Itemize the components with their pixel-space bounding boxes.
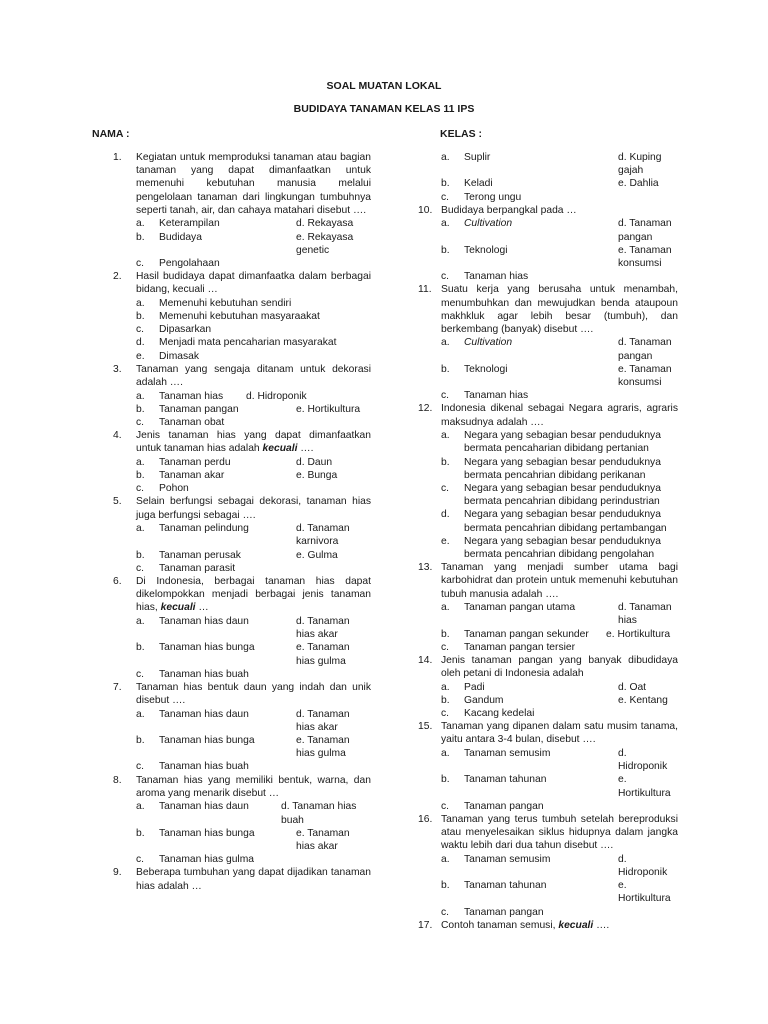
option-d: d. Hidroponik bbox=[618, 853, 668, 879]
option-c: Tanaman hias bbox=[464, 271, 529, 283]
option-e: e. Hortikultura bbox=[618, 774, 671, 799]
option-b: Keladi bbox=[464, 178, 493, 190]
option-d: d. Daun bbox=[296, 456, 333, 468]
question-6 bbox=[113, 575, 371, 615]
question-9 bbox=[113, 866, 371, 892]
question-number: 17. bbox=[418, 919, 433, 931]
question-4 bbox=[113, 429, 371, 455]
option-a: Tanaman pangan utama bbox=[464, 602, 576, 614]
nama-label: NAMA : bbox=[92, 128, 130, 140]
question-number: 11. bbox=[418, 284, 432, 296]
option-a: Keterampilan bbox=[159, 218, 220, 230]
option-row: b. Budidaya e. Rekayasa genetic bbox=[136, 231, 371, 257]
options-8: a. Tanaman hias daun d. Tanaman hias buah b. Tanaman hias bunga e. Tanaman hias akar c. Tanaman hias gulma bbox=[136, 800, 371, 866]
option-d: Negara yang sebagian besar penduduknya bermata pencahrian dibidang pertambangan bbox=[464, 509, 667, 534]
emphasis-kecuali: kecuali bbox=[160, 602, 196, 614]
option-b: Memenuhi kebutuhan masyaraakat bbox=[159, 311, 320, 323]
options-3: a. Tanaman hias d. Hidroponik b. Tanaman pangan e. Hortikultura c. Tanaman obat bbox=[136, 390, 371, 430]
option-a: Padi bbox=[464, 681, 485, 693]
emphasis-kecuali: kecuali bbox=[262, 443, 298, 455]
options-12: a. Negara yang sebagian besar penduduknya bermata pencaharian dibidang pertanian b. Negara yang sebagian besar penduduknya bermata pencahrian dibidang perikanan c. Negara yang sebagian besar penduduknya bermata pencahrian dibidang perindustrian d. Negara yang sebagian besar penduduknya bermata pencahrian dibidang pertambangan e. Negara yang sebagian besar penduduknya bermata pencahrian dibidang pengolahan bbox=[441, 429, 678, 561]
question-text: Selain berfungsi sebagai dekorasi, tanaman hias juga berfungsi sebagai …. bbox=[136, 496, 371, 521]
option-e: e. Rekayasa genetic bbox=[296, 231, 354, 256]
options-15: a. Tanaman semusim d. Hidroponik b. Tanaman tahunan e. Hortikultura c. Tanaman pangan bbox=[441, 747, 678, 813]
question-text: Di Indonesia, berbagai tanaman hias dapat dikelompokkan menjadi berbagai jenis tanaman hias, kecuali … bbox=[136, 575, 371, 614]
kelas-label: KELAS : bbox=[440, 128, 482, 140]
question-number: 14. bbox=[418, 654, 433, 666]
option-d: d. Tanaman hias akar bbox=[296, 615, 350, 641]
option-b: Tanaman perusak bbox=[159, 549, 241, 561]
question-12 bbox=[418, 402, 678, 428]
option-c: Negara yang sebagian besar penduduknya bermata pencahrian dibidang perindustrian bbox=[464, 482, 661, 508]
page-title: SOAL MUATAN LOKAL bbox=[326, 80, 442, 92]
question-number: 13. bbox=[418, 562, 433, 574]
option-a: Memenuhi kebutuhan sendiri bbox=[159, 297, 292, 309]
question-number: 10. bbox=[418, 204, 433, 216]
options-5: a. Tanaman pelindung d. Tanaman karnivora b. Tanaman perusak e. Gulma c. Tanaman parasit bbox=[136, 522, 371, 575]
option-e: e. Bunga bbox=[296, 470, 338, 482]
option-c: Tanaman hias buah bbox=[159, 668, 249, 680]
option-a: Tanaman hias daun bbox=[159, 708, 249, 720]
option-e: e. Tanaman hias gulma bbox=[296, 642, 350, 667]
question-10 bbox=[418, 204, 678, 217]
option-a: Tanaman hias daun bbox=[159, 615, 249, 627]
question-number: 8. bbox=[113, 774, 122, 786]
question-1 bbox=[113, 151, 371, 217]
emphasis-kecuali: kecuali bbox=[558, 919, 594, 931]
option-b: Tanaman hias bunga bbox=[159, 827, 255, 839]
options-9: a. Suplir d. Kuping gajah b. Keladi e. Dahlia c. Terong ungu bbox=[441, 151, 678, 204]
question-text: Jenis tanaman hias yang dapat dimanfaatkan untuk tanaman hias adalah kecuali …. bbox=[136, 430, 371, 455]
question-text: Kegiatan untuk memproduksi tanaman atau bagian tanaman yang dapat dimanfaatkan untuk memenuhi kebutuhan manusia melalui pengelolaan tanaman dari lingkungan tumbuhnya seperti tanah, air, dan cahaya matahari disebut …. bbox=[136, 152, 371, 216]
options-13: a. Tanaman pangan utama d. Tanaman hias b. Tanaman pangan sekunder e. Hortikultura c. Tanaman pangan tersier bbox=[441, 601, 678, 654]
option-c: Terong ungu bbox=[464, 191, 522, 203]
option-c: Tanaman hias buah bbox=[159, 761, 249, 773]
question-text: Tanaman hias bentuk daun yang indah dan unik disebut …. bbox=[136, 681, 371, 707]
option-c: Tanaman hias bbox=[464, 390, 529, 402]
option-a: Cultivation bbox=[464, 337, 513, 349]
question-text: Beberapa tumbuhan yang dapat dijadikan tanaman hias adalah … bbox=[136, 867, 371, 892]
page-subtitle: BUDIDAYA TANAMAN KELAS 11 IPS bbox=[293, 103, 475, 115]
question-8 bbox=[113, 774, 371, 800]
option-b: Teknologi bbox=[464, 363, 508, 375]
left-column bbox=[113, 151, 371, 893]
options-11: a. Cultivation d. Tanaman pangan b. Teknologi e. Tanaman konsumsi c. Tanaman hias bbox=[441, 336, 678, 402]
option-b: Tanaman tahunan bbox=[464, 880, 547, 892]
option-a: Tanaman semusim bbox=[464, 853, 551, 865]
option-e: e. Hortikultura bbox=[606, 628, 671, 640]
option-d: d. Tanaman karnivora bbox=[296, 523, 350, 548]
option-b: Tanaman pangan sekunder bbox=[464, 628, 589, 640]
option-c: Tanaman pangan bbox=[464, 800, 544, 812]
question-13 bbox=[418, 561, 678, 601]
option-e: e. Gulma bbox=[296, 549, 338, 561]
question-text: Tanaman yang dipanen dalam satu musim tanama, yaitu antara 3-4 bulan, disebut …. bbox=[441, 721, 678, 746]
option-d: d. Tanaman hias buah bbox=[281, 801, 357, 826]
options-10: a. Cultivation d. Tanaman pangan b. Teknologi e. Tanaman konsumsi c. Tanaman hias bbox=[441, 217, 678, 283]
options-14: a. Padi d. Oat b. Gandum e. Kentang c. Kacang kedelai bbox=[441, 681, 678, 721]
question-number: 15. bbox=[418, 721, 433, 733]
question-7 bbox=[113, 681, 371, 707]
option-e: e. Tanaman hias akar bbox=[296, 827, 350, 852]
option-b: Budidaya bbox=[159, 231, 202, 243]
option-c: Dipasarkan bbox=[159, 324, 212, 336]
option-d: d. Hidroponik bbox=[246, 390, 307, 402]
option-e: Negara yang sebagian besar penduduknya bermata pencahrian dibidang pengolahan bbox=[464, 535, 661, 560]
option-e: Dimasak bbox=[159, 350, 200, 362]
options-7: a. Tanaman hias daun d. Tanaman hias akar b. Tanaman hias bunga e. Tanaman hias gulma c. Tanaman hias buah bbox=[136, 708, 371, 774]
option-b: Tanaman hias bunga bbox=[159, 735, 255, 747]
options-1 bbox=[136, 217, 371, 270]
option-d: d. Kuping gajah bbox=[618, 152, 662, 177]
option-d: d. Tanaman hias akar bbox=[296, 708, 350, 733]
question-11 bbox=[418, 283, 678, 336]
option-b: Tanaman tahunan bbox=[464, 774, 547, 786]
option-b: Tanaman akar bbox=[159, 470, 225, 482]
question-number: 6. bbox=[113, 575, 122, 587]
option-e: e. Dahlia bbox=[618, 178, 659, 190]
option-a: Negara yang sebagian besar penduduknya bermata pencaharian dibidang pertanian bbox=[464, 430, 661, 455]
question-5 bbox=[113, 495, 371, 521]
option-d: d. Tanaman pangan bbox=[618, 337, 672, 362]
question-text: Hasil budidaya dapat dimanfaatka dalam berbagai bidang, kecuali … bbox=[136, 271, 371, 296]
option-d: d. Hidroponik bbox=[618, 747, 668, 773]
option-c: Pengolahaan bbox=[159, 257, 220, 269]
option-a: Tanaman semusim bbox=[464, 747, 551, 759]
option-c: Pohon bbox=[159, 483, 189, 495]
option-e: e. Tanaman hias gulma bbox=[296, 735, 350, 760]
option-c: Kacang kedelai bbox=[464, 708, 535, 720]
option-row: c. Pengolahaan bbox=[136, 257, 371, 270]
option-d: d. Rekayasa bbox=[296, 218, 354, 230]
option-b: Tanaman pangan bbox=[159, 403, 239, 415]
option-a: Tanaman pelindung bbox=[159, 523, 249, 535]
option-b: Teknologi bbox=[464, 244, 508, 256]
question-text: Tanaman yang menjadi sumber utama bagi karbohidrat dan protein untuk memenuhi kebutuhan tubuh manusia adalah …. bbox=[441, 562, 678, 600]
question-text: Contoh tanaman semusi, kecuali …. bbox=[441, 919, 610, 931]
question-number: 3. bbox=[113, 363, 122, 375]
option-c: Tanaman parasit bbox=[159, 562, 236, 574]
question-number: 12. bbox=[418, 403, 433, 415]
option-b: Gandum bbox=[464, 694, 504, 706]
question-text: Tanaman yang terus tumbuh setelah bereproduksi atau menyelesaikan siklus hidupnya dalam jangka waktu lebih dari dua tahun disebut …. bbox=[441, 813, 678, 852]
option-d: Menjadi mata pencaharian masyarakat bbox=[159, 337, 337, 349]
right-column bbox=[418, 151, 678, 932]
option-e: e. Hortikultura bbox=[296, 403, 361, 415]
question-number: 1. bbox=[113, 152, 122, 163]
question-16 bbox=[418, 813, 678, 853]
option-e: e. Tanaman konsumsi bbox=[618, 244, 672, 269]
option-c: Tanaman pangan tersier bbox=[464, 641, 576, 653]
question-number: 5. bbox=[113, 496, 122, 508]
question-text: Budidaya berpangkal pada … bbox=[441, 204, 577, 216]
option-a: Suplir bbox=[464, 152, 491, 163]
question-text: Indonesia dikenal sebagai Negara agraris, agraris maksudnya adalah …. bbox=[441, 403, 678, 428]
question-number: 4. bbox=[113, 430, 122, 442]
options-4: a. Tanaman perdu d. Daun b. Tanaman akar e. Bunga c. Pohon bbox=[136, 456, 371, 496]
option-a: Cultivation bbox=[464, 218, 513, 230]
question-3 bbox=[113, 363, 371, 389]
option-d: d. Tanaman pangan bbox=[618, 218, 672, 243]
question-17 bbox=[418, 919, 678, 932]
question-15 bbox=[418, 720, 678, 746]
options-2: a. Memenuhi kebutuhan sendiri b. Memenuhi kebutuhan masyaraakat c. Dipasarkan d. Menjadi mata pencaharian masyarakat e. Dimasak bbox=[136, 297, 371, 363]
option-d: d. Oat bbox=[618, 681, 647, 693]
question-number: 16. bbox=[418, 813, 433, 825]
question-14 bbox=[418, 654, 678, 680]
option-a: Tanaman hias bbox=[159, 390, 224, 402]
options-16: a. Tanaman semusim d. Hidroponik b. Tanaman tahunan e. Hortikultura c. Tanaman pangan bbox=[441, 853, 678, 919]
question-number: 9. bbox=[113, 867, 122, 879]
question-text: Suatu kerja yang berusaha untuk menambah, menumbuhkan dan mewujudkan benda ataupoun makhkluk agar lebih besar (tumbuh), dan berkembang (banyak) disebut …. bbox=[441, 284, 678, 335]
option-a: Tanaman perdu bbox=[159, 456, 231, 468]
question-text: Tanaman yang sengaja ditanam untuk dekorasi adalah …. bbox=[136, 363, 371, 389]
option-e: e. Hortikultura bbox=[618, 880, 671, 905]
question-number: 7. bbox=[113, 681, 122, 693]
option-e: e. Tanaman konsumsi bbox=[618, 363, 672, 389]
option-d: d. Tanaman hias bbox=[618, 602, 672, 627]
options-6: a. Tanaman hias daun d. Tanaman hias akar b. Tanaman hias bunga e. Tanaman hias gulma c. Tanaman hias buah bbox=[136, 615, 371, 681]
option-a: Tanaman hias daun bbox=[159, 801, 249, 813]
option-b: Negara yang sebagian besar penduduknya bermata pencahrian dibidang perikanan bbox=[464, 456, 661, 481]
question-2 bbox=[113, 270, 371, 296]
option-c: Tanaman pangan bbox=[464, 906, 544, 918]
question-text: Jenis tanaman pangan yang banyak dibudidaya oleh petani di Indonesia adalah bbox=[441, 654, 678, 680]
option-c: Tanaman obat bbox=[159, 416, 225, 428]
option-e: e. Kentang bbox=[618, 694, 668, 706]
question-text: Tanaman hias yang memiliki bentuk, warna, dan aroma yang menarik disebut … bbox=[136, 774, 371, 799]
option-row: a. Keterampilan d. Rekayasa bbox=[136, 217, 371, 230]
option-c: Tanaman hias gulma bbox=[159, 854, 255, 866]
question-number: 2. bbox=[113, 271, 122, 283]
option-b: Tanaman hias bunga bbox=[159, 642, 255, 654]
